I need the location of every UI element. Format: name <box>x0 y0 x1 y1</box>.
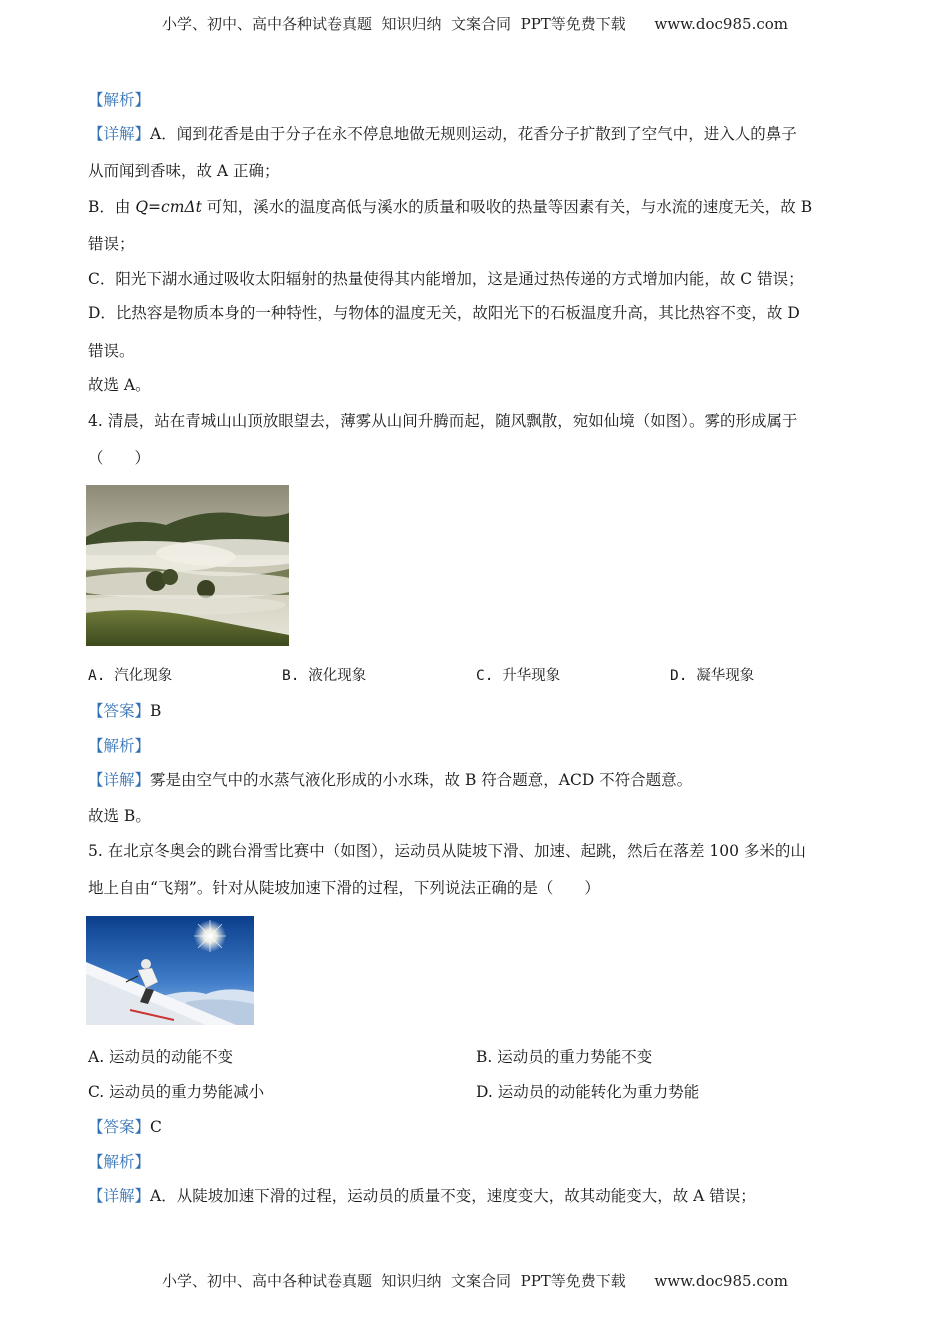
q4-answer <box>88 701 868 721</box>
q4-detail-tag: 【详解】 <box>88 771 151 789</box>
q5-answer-tag: 【答案】 <box>88 1118 151 1136</box>
q3-d-line1: D．比热容是物质本身的一种特性，与物体的温度无关，故阳光下的石板温度升高，其比热容不变，故 D <box>88 304 800 322</box>
q3-a-line2: 从而闻到香味，故 A 正确； <box>88 162 280 180</box>
q5-stem-line1: 5. 在北京冬奥会的跳台滑雪比赛中（如图），运动员从陡坡下滑、加速、起跳，然后在落差 100 多米的山 <box>88 842 806 860</box>
formula-q: Q <box>135 198 149 216</box>
q4-detail <box>88 770 868 790</box>
q5-analysis-tag: 【解析】 <box>88 1153 151 1171</box>
page-header: 小学、初中、高中各种试卷真题 知识归纳 文案合同 PPT等免费下载 www.doc985.com <box>161 15 788 33</box>
q3-detail-a-line1 <box>88 124 868 144</box>
q4-answer-value: B <box>150 702 162 720</box>
q4-option-b: B. 液化现象 <box>282 668 367 684</box>
q4-option-d: D. 凝华现象 <box>670 668 755 684</box>
q3-b-line2: 错误； <box>88 235 135 253</box>
page-footer: 小学、初中、高中各种试卷真题 知识归纳 文案合同 PPT等免费下载 www.doc985.com <box>161 1272 788 1290</box>
q5-detail-tag: 【详解】 <box>88 1187 151 1205</box>
formula-dt: Δt <box>184 198 202 216</box>
q5-option-d: D. 运动员的动能转化为重力势能 <box>476 1083 700 1101</box>
q3-a-text: A．闻到花香是由于分子在永不停息地做无规则运动，花香分子扩散到了空气中，进入人的鼻子 <box>150 125 797 143</box>
q3-b-post: 可知，溪水的温度高低与溪水的质量和吸收的热量等因素有关，与水流的速度无关，故 B <box>201 198 813 216</box>
q5-option-b: B. 运动员的重力势能不变 <box>476 1048 653 1066</box>
formula-eq: = <box>148 198 162 216</box>
q5-stem-line2: 地上自由“飞翔”。针对从陡坡加速下滑的过程，下列说法正确的是（ ） <box>88 879 600 897</box>
q3-choose: 故选 A。 <box>88 376 151 394</box>
q3-d-line2: 错误。 <box>88 342 135 360</box>
q5-answer <box>88 1117 868 1137</box>
q5-answer-value: C <box>150 1118 162 1136</box>
q5-detail <box>88 1186 868 1206</box>
q3-c-line: C．阳光下湖水通过吸收太阳辐射的热量使得其内能增加，这是通过热传递的方式增加内能，故 C 错误； <box>88 270 804 288</box>
q4-answer-tag: 【答案】 <box>88 702 151 720</box>
q5-detail-text: A．从陡坡加速下滑的过程，运动员的质量不变，速度变大，故其动能变大，故 A 错误； <box>150 1187 756 1205</box>
formula-cm: cm <box>161 198 185 216</box>
q3-analysis-tag: 【解析】 <box>88 91 151 109</box>
q3-b-pre: B．由 <box>88 198 136 216</box>
q3-detail-tag: 【详解】 <box>88 125 151 143</box>
fog-mountain-image <box>86 485 289 646</box>
q4-stem-line2: （ ） <box>88 449 151 467</box>
q4-option-c: C. 升华现象 <box>476 668 561 684</box>
q3-b-line1 <box>88 197 868 217</box>
q4-option-a: A. 汽化现象 <box>88 668 173 684</box>
q4-stem-line1: 4. 清晨，站在青城山山顶放眼望去，薄雾从山间升腾而起，随风飘散，宛如仙境（如图）。雾的形成属于 <box>88 412 798 430</box>
q5-option-c: C. 运动员的重力势能减小 <box>88 1083 265 1101</box>
q5-option-a: A. 运动员的动能不变 <box>88 1048 234 1066</box>
ski-jump-image <box>86 916 254 1025</box>
q4-choose: 故选 B。 <box>88 807 151 825</box>
q4-analysis-tag: 【解析】 <box>88 737 151 755</box>
q4-detail-text: 雾是由空气中的水蒸气液化形成的小水珠，故 B 符合题意，ACD 不符合题意。 <box>150 771 693 789</box>
